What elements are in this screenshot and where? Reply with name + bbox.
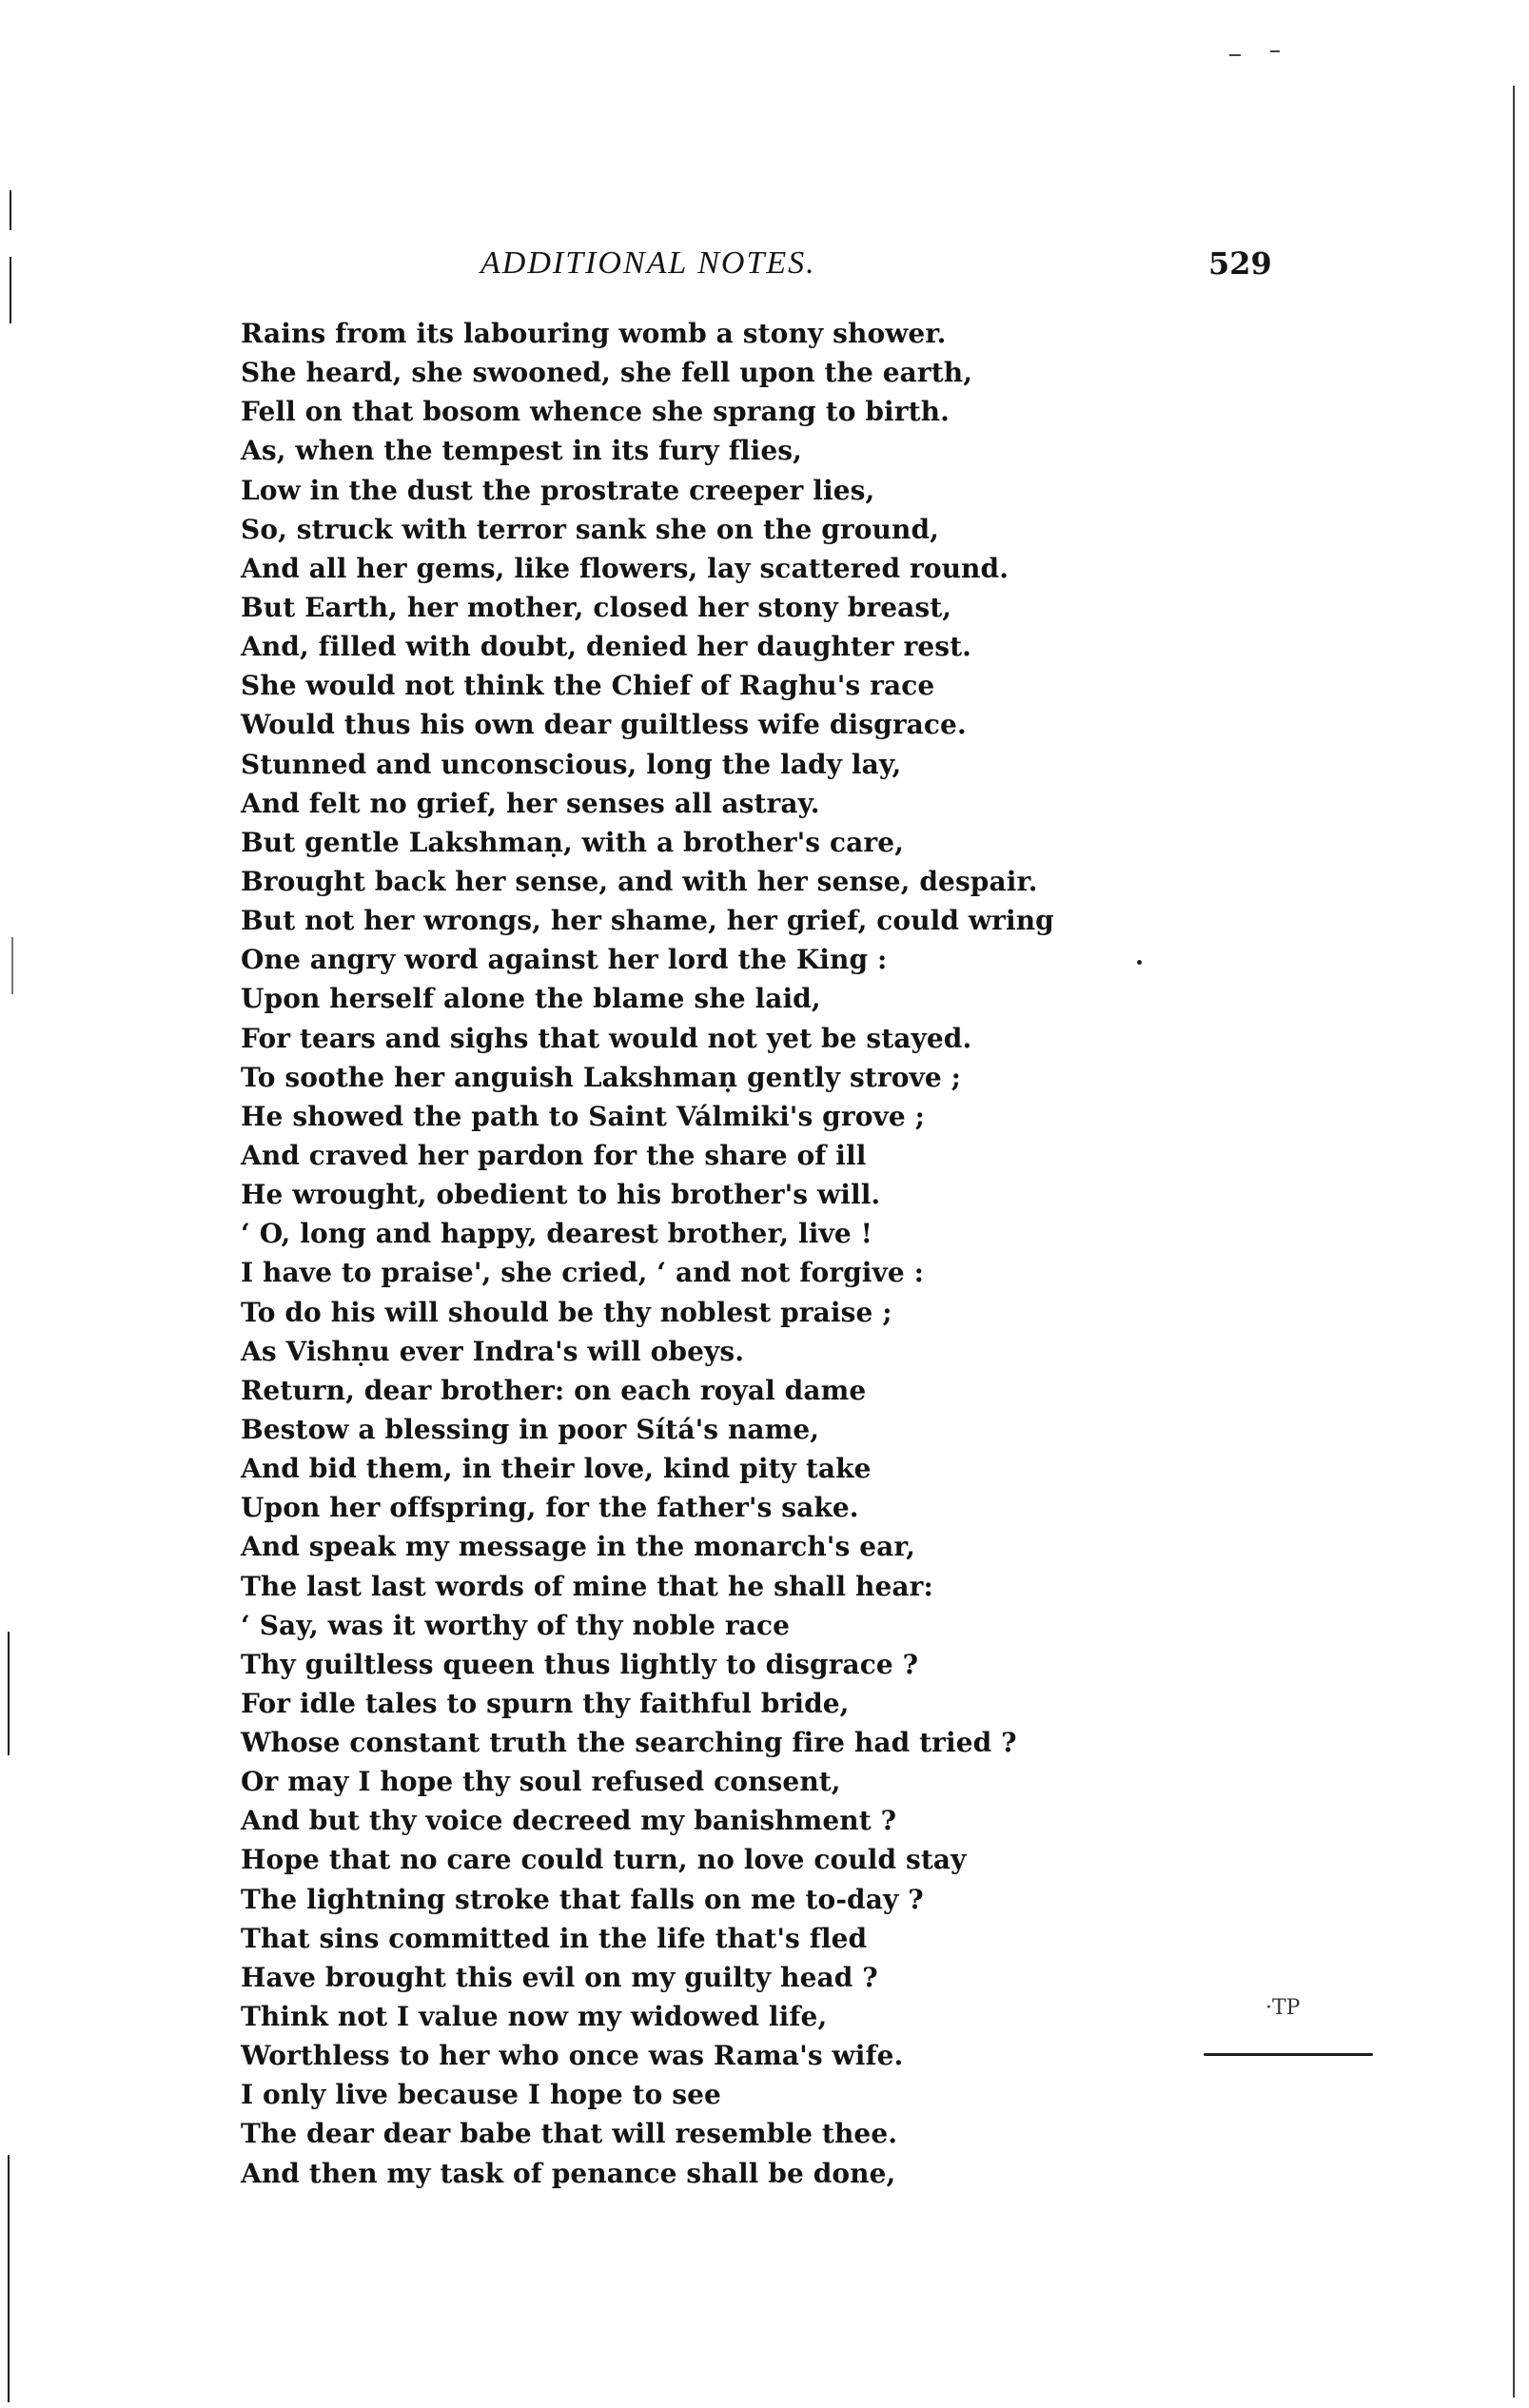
poem-line: She would not think the Chief of Raghu's race	[241, 670, 935, 702]
poem-line: The last last words of mine that he shall hear:	[241, 1570, 933, 1602]
margin-underline	[1204, 2053, 1373, 2056]
poem-line: She heard, she swooned, she fell upon the earth,	[241, 357, 973, 389]
poem-line: Thy guiltless queen thus lightly to disgrace ?	[241, 1648, 919, 1680]
page-number: 529	[1208, 245, 1272, 282]
left-edge-mark	[10, 257, 11, 323]
poem-line: Bestow a blessing in poor Sítá's name,	[241, 1413, 820, 1445]
poem-line: Or may I hope thy soul refused consent,	[241, 1766, 841, 1798]
poem-line: Whose constant truth the searching fire had tried ?	[241, 1727, 1017, 1759]
poem-text	[241, 314, 1192, 2193]
poem-line: And all her gems, like flowers, lay scattered round.	[241, 552, 1010, 584]
poem-line: And felt no grief, her senses all astray.	[241, 787, 820, 819]
poem-line: And then my task of penance shall be done,	[241, 2157, 896, 2189]
poem-line: To do his will should be thy noblest praise ;	[241, 1296, 892, 1328]
poem-line: So, struck with terror sank she on the ground,	[241, 513, 939, 545]
poem-line: Rains from its labouring womb a stony shower.	[241, 318, 947, 349]
poem-line: To soothe her anguish Lakshmaṇ gently strove ;	[241, 1061, 962, 1093]
poem-line: Low in the dust the prostrate creeper lies,	[241, 474, 875, 506]
poem-line: I have to praise', she cried, ‘ and not forgive :	[241, 1257, 925, 1289]
left-edge-mark	[11, 937, 13, 994]
poem-line: Stunned and unconscious, long the lady lay,	[241, 748, 902, 780]
stray-dot	[1137, 960, 1142, 965]
poem-line: Have brought this evil on my guilty head ?	[241, 1961, 878, 1993]
poem-line: And, filled with doubt, denied her daughter rest.	[241, 631, 972, 663]
poem-line: Hope that no care could turn, no love could stay	[241, 1844, 967, 1876]
corner-dash	[1229, 54, 1241, 56]
poem-line: For tears and sighs that would not yet be stayed.	[241, 1022, 972, 1054]
left-edge-mark	[10, 190, 11, 230]
poem-line: Upon her offspring, for the father's sake.	[241, 1492, 859, 1524]
right-edge-line	[1513, 86, 1515, 2398]
poem-line: One angry word against her lord the King :	[241, 944, 888, 976]
poem-line: And bid them, in their love, kind pity take	[241, 1453, 872, 1485]
poem-line: ‘ Say, was it worthy of thy noble race	[241, 1609, 791, 1641]
poem-line: ‘ O, long and happy, dearest brother, live !	[241, 1218, 872, 1250]
poem-line: He wrought, obedient to his brother's will.	[241, 1179, 881, 1211]
poem-line: That sins committed in the life that's fled	[241, 1922, 868, 1954]
poem-line: As, when the tempest in its fury flies,	[241, 435, 802, 467]
poem-line: He showed the path to Saint Válmiki's grove ;	[241, 1100, 926, 1132]
poem-line: But gentle Lakshmaṇ, with a brother's care,	[241, 826, 904, 858]
poem-line: And speak my message in the monarch's ear,	[241, 1531, 916, 1563]
poem-line: I only live because I hope to see	[241, 2079, 721, 2111]
poem-line: Upon herself alone the blame she laid,	[241, 983, 821, 1015]
poem-line: The lightning stroke that falls on me to-day ?	[241, 1883, 924, 1915]
poem-line: Fell on that bosom whence she sprang to birth.	[241, 396, 950, 428]
corner-dash	[1270, 50, 1280, 52]
margin-note: ·ΤΡ	[1265, 1996, 1301, 2020]
left-edge-mark	[8, 2155, 10, 2402]
left-edge-mark	[8, 1632, 10, 1755]
poem-line: Return, dear brother: on each royal dame	[241, 1374, 867, 1406]
poem-line: For idle tales to spurn thy faithful bride,	[241, 1687, 850, 1719]
poem-line: As Vishṇu ever Indra's will obeys.	[241, 1335, 745, 1367]
poem-line: Think not I value now my widowed life,	[241, 2001, 828, 2033]
poem-line: And craved her pardon for the share of ill	[241, 1139, 867, 1171]
poem-line: And but thy voice decreed my banishment ?	[241, 1805, 897, 1837]
poem-line: Would thus his own dear guiltless wife disgrace.	[241, 709, 967, 741]
poem-line: But Earth, her mother, closed her stony breast,	[241, 591, 952, 623]
poem-line: But not her wrongs, her shame, her grief, could wring	[241, 905, 1054, 937]
poem-line: Brought back her sense, and with her sense, despair.	[241, 865, 1038, 897]
poem-line: The dear dear babe that will resemble thee.	[241, 2118, 898, 2150]
poem-line: Worthless to her who once was Rama's wife.	[241, 2040, 904, 2072]
running-header-title: ADDITIONAL NOTES.	[480, 245, 816, 281]
